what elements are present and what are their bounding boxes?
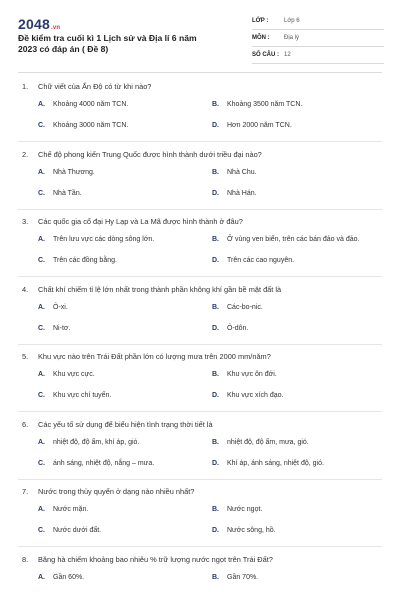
option-text: Hơn 2000 năm TCN. xyxy=(227,122,292,129)
question-label: Băng hà chiếm khoảng bao nhiêu % trữ lượng nước ngọt trên Trái Đất? xyxy=(38,554,273,564)
option-letter: D. xyxy=(212,189,219,197)
answer-option[interactable] xyxy=(38,527,101,534)
option-letter: C. xyxy=(38,122,45,129)
option-text: Nhà Hán. xyxy=(227,189,257,197)
question-text xyxy=(22,555,273,564)
question-text xyxy=(22,487,194,496)
option-letter: B. xyxy=(212,506,219,513)
option-text: Trên lưu vực các dòng sông lớn. xyxy=(53,236,155,243)
question-number: 3. xyxy=(22,217,29,226)
question-text xyxy=(22,285,281,294)
question-separator xyxy=(18,209,382,210)
question-separator xyxy=(18,344,382,345)
option-letter: A. xyxy=(38,168,45,176)
question-number: 1. xyxy=(22,82,29,91)
option-letter: A. xyxy=(38,371,45,378)
question-number: 7. xyxy=(22,487,29,496)
answer-option[interactable] xyxy=(212,392,283,399)
meta-value: 12 xyxy=(284,52,291,58)
option-letter: D. xyxy=(212,527,219,534)
answer-option[interactable] xyxy=(38,236,154,243)
question-number: 5. xyxy=(22,352,29,361)
question-separator xyxy=(18,479,382,480)
option-text: Trên các cao nguyên. xyxy=(227,257,295,264)
option-letter: A. xyxy=(38,506,45,513)
option-letter: C. xyxy=(38,324,45,332)
option-text: Gần 60%. xyxy=(53,573,85,581)
option-letter: C. xyxy=(38,459,45,467)
option-text: Khí áp, ánh sáng, nhiệt độ, gió. xyxy=(227,459,324,467)
option-text: Các-bo-nic. xyxy=(227,303,263,311)
option-text: Khoảng 3500 năm TCN. xyxy=(227,101,303,108)
option-text: Gần 70%. xyxy=(227,573,259,581)
header xyxy=(0,0,400,70)
option-text: ánh sáng, nhiệt độ, nắng – mưa. xyxy=(53,459,155,467)
option-letter: B. xyxy=(212,236,219,243)
question-text xyxy=(22,352,271,361)
meta-info xyxy=(252,13,384,64)
answer-option[interactable] xyxy=(212,122,292,129)
page-title: Đề kiểm tra cuối kì 1 Lịch sử và Địa lí 6 năm 2023 có đáp án ( Đề 8) xyxy=(18,33,197,54)
answer-option[interactable] xyxy=(38,101,128,108)
question-number: 6. xyxy=(22,419,29,429)
question-label: Chất khí chiếm tỉ lệ lớn nhất trong thành phần không khí gần bề mặt đất là xyxy=(38,284,282,294)
answer-option[interactable] xyxy=(38,371,95,378)
option-text: Nước ngọt. xyxy=(227,506,263,513)
question-number: 8. xyxy=(22,554,29,564)
question-separator xyxy=(18,546,382,547)
option-text: Khoảng 3000 năm TCN. xyxy=(53,122,129,129)
option-text: Nhà Chu. xyxy=(227,168,257,176)
answer-option[interactable] xyxy=(38,122,128,129)
answer-option[interactable] xyxy=(212,257,294,264)
header-divider xyxy=(18,72,382,73)
option-text: Ni-tơ. xyxy=(53,324,71,332)
answer-option[interactable] xyxy=(212,236,359,243)
option-letter: D. xyxy=(212,392,219,399)
option-letter: B. xyxy=(212,438,219,446)
answer-option[interactable] xyxy=(38,574,84,581)
meta-key: SỐ CÂU : xyxy=(252,52,279,58)
option-letter: D. xyxy=(212,257,219,264)
meta-row-count xyxy=(252,47,384,64)
option-text: Nhà Tần. xyxy=(53,189,82,197)
option-letter: D. xyxy=(212,122,219,129)
question-text xyxy=(22,217,243,226)
option-letter: B. xyxy=(212,371,219,378)
answer-option[interactable] xyxy=(38,439,139,446)
answer-option[interactable] xyxy=(38,304,68,311)
question-label: Khu vực nào trên Trái Đất phần lớn có lượng mưa trên 2000 mm/năm? xyxy=(38,352,271,361)
question-separator xyxy=(18,141,382,142)
option-text: Khu vực cực. xyxy=(53,371,95,378)
answer-option[interactable] xyxy=(212,101,302,108)
answer-option[interactable] xyxy=(212,190,257,197)
answer-option[interactable] xyxy=(212,371,277,378)
answer-option[interactable] xyxy=(212,439,309,446)
question-label: Các yếu tố sử dụng để biểu hiện tình trạng thời tiết là xyxy=(38,419,213,429)
option-text: Ô-xi. xyxy=(53,303,68,311)
option-text: Trên các đồng bằng. xyxy=(53,257,117,264)
answer-option[interactable] xyxy=(212,506,262,513)
option-letter: D. xyxy=(212,324,219,332)
question-number: 2. xyxy=(22,149,29,159)
answer-option[interactable] xyxy=(38,460,154,467)
question-separator xyxy=(18,411,382,412)
question-text xyxy=(22,82,151,91)
answer-option[interactable] xyxy=(212,527,276,534)
answer-option[interactable] xyxy=(212,574,258,581)
option-text: Ô-dôn. xyxy=(227,324,249,332)
option-letter: B. xyxy=(212,303,219,311)
question-label: Nước trong thủy quyển ở dạng nào nhiều nhất? xyxy=(38,487,195,496)
option-letter: C. xyxy=(38,189,45,197)
option-letter: C. xyxy=(38,257,45,264)
option-text: Khu vực xích đạo. xyxy=(227,392,284,399)
question-label: Các quốc gia cổ đại Hy Lạp và La Mã được hình thành ở đâu? xyxy=(38,217,243,226)
option-letter: A. xyxy=(38,236,45,243)
answer-option[interactable] xyxy=(38,506,88,513)
question-separator xyxy=(18,276,382,277)
option-text: nhiệt độ, độ ẩm, khí áp, gió. xyxy=(53,438,140,446)
answer-option[interactable] xyxy=(212,169,257,176)
question-text xyxy=(22,420,213,429)
site-logo[interactable] xyxy=(18,16,60,32)
option-text: Khoảng 4000 năm TCN. xyxy=(53,101,129,108)
option-letter: A. xyxy=(38,438,45,446)
option-letter: D. xyxy=(212,459,219,467)
option-letter: B. xyxy=(212,168,219,176)
option-text: nhiệt độ, độ ẩm, mưa, gió. xyxy=(227,438,309,446)
meta-key: LỚP : xyxy=(252,18,269,24)
option-letter: A. xyxy=(38,101,45,108)
option-text: Nước sông, hồ. xyxy=(227,527,276,534)
meta-value: Lớp 6 xyxy=(284,18,300,24)
answer-option[interactable] xyxy=(38,257,117,264)
meta-row-subject xyxy=(252,30,384,47)
answer-option[interactable] xyxy=(38,392,111,399)
answer-option[interactable] xyxy=(38,325,70,332)
option-letter: A. xyxy=(38,573,45,581)
meta-key: MÔN : xyxy=(252,35,270,41)
answer-option[interactable] xyxy=(212,460,324,467)
question-number: 4. xyxy=(22,284,29,294)
answer-option[interactable] xyxy=(38,169,95,176)
answer-option[interactable] xyxy=(38,190,82,197)
option-text: Ở vùng ven biển, trên các bán đảo và đảo. xyxy=(227,236,360,243)
logo-text: 2048 xyxy=(18,16,50,32)
meta-row-class xyxy=(252,13,384,30)
option-letter: C. xyxy=(38,527,45,534)
option-letter: C. xyxy=(38,392,45,399)
question-text xyxy=(22,150,262,159)
option-text: Khu vực chí tuyến. xyxy=(53,392,112,399)
question-label: Chế độ phong kiến Trung Quốc được hình thành dưới triều đại nào? xyxy=(38,149,262,159)
option-text: Khu vực ôn đới. xyxy=(227,371,277,378)
meta-value: Địa lý xyxy=(284,35,300,41)
option-text: Nhà Thương. xyxy=(53,168,95,176)
option-letter: B. xyxy=(212,101,219,108)
answer-option[interactable] xyxy=(212,325,248,332)
option-letter: B. xyxy=(212,573,219,581)
question-label: Chữ viết của Ấn Độ có từ khi nào? xyxy=(38,82,152,91)
option-text: Nước dưới đất. xyxy=(53,527,102,534)
option-text: Nước mặn. xyxy=(53,506,89,513)
logo-suffix: .vn xyxy=(50,25,61,31)
option-letter: A. xyxy=(38,303,45,311)
answer-option[interactable] xyxy=(212,304,263,311)
